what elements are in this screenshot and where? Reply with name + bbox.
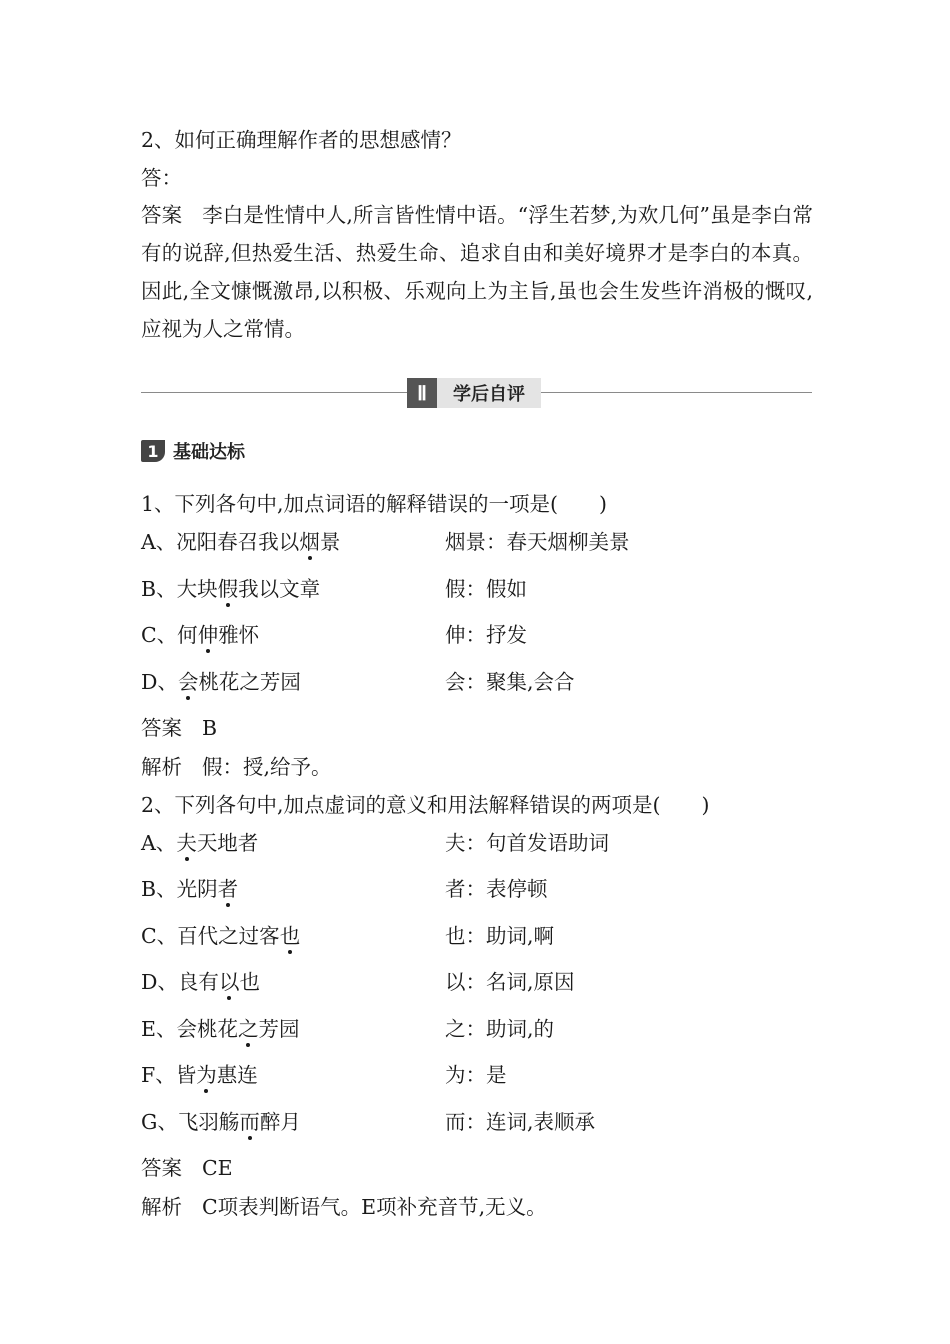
option-text: 我以文章	[238, 577, 321, 601]
option-text: C、百代之过客	[141, 924, 280, 948]
q2-option-f	[141, 1062, 258, 1088]
dotted-word: 夫	[176, 831, 197, 855]
dotted-word: 会	[177, 670, 199, 694]
dotted-word: 者	[217, 877, 239, 901]
q1-explain-c: 伸：抒发	[445, 623, 527, 647]
q2-option-c	[141, 923, 300, 949]
q1-option-d	[141, 669, 301, 695]
option-text: B、大块	[141, 577, 218, 601]
option-text: E、会桃花	[141, 1017, 238, 1041]
q1-option-c	[141, 622, 259, 648]
intro-question: 2、如何正确理解作者的思想感情？	[141, 128, 462, 152]
option-text: A、况阳春召我以	[141, 530, 300, 554]
dotted-word: 为	[196, 1063, 217, 1087]
dotted-word: 以	[218, 970, 240, 994]
q2-analysis	[141, 1194, 547, 1220]
section-header	[407, 378, 541, 408]
option-text: A、	[141, 831, 177, 855]
q1-stem: 1、下列各句中,加点词语的解释错误的一项是( )	[141, 492, 608, 516]
q1-option-b	[141, 576, 320, 602]
q1-answer	[141, 715, 217, 741]
analysis-tag: 解析	[141, 755, 182, 779]
intro-answer-label: 答：	[141, 166, 182, 190]
q2-explain-a: 夫：句首发语助词	[445, 831, 609, 855]
section-title: 学后自评	[437, 378, 541, 408]
q1-explain-d: 会：聚集,会合	[445, 670, 575, 694]
analysis-text: 假：授,给予。	[202, 755, 332, 779]
dotted-word: 而	[239, 1110, 260, 1134]
q2-option-g	[141, 1109, 301, 1135]
q2-option-a	[141, 830, 258, 856]
dotted-word: 也	[279, 924, 301, 948]
subsection-title: 基础达标	[173, 442, 245, 463]
answer-tag: 答案	[141, 1156, 182, 1180]
analysis-text: C项表判断语气。E项补充音节,无义。	[202, 1195, 547, 1219]
option-text: 惠连	[216, 1063, 258, 1087]
q2-explain-g: 而：连词,表顺承	[445, 1110, 596, 1134]
option-text: 天地者	[196, 831, 259, 855]
q2-answer	[141, 1155, 233, 1181]
q2-explain-f: 为：是	[445, 1063, 507, 1087]
answer-tag: 答案	[141, 203, 183, 227]
q1-explain-a: 烟景：春天烟柳美景	[445, 530, 630, 554]
answer-tag: 答案	[141, 716, 182, 740]
dotted-word: 之	[237, 1017, 259, 1041]
option-text: 雅怀	[218, 623, 260, 647]
q2-option-b	[141, 876, 238, 902]
option-text: G、飞羽觞	[141, 1110, 240, 1134]
q2-explain-c: 也：助词,啊	[445, 924, 555, 948]
q2-option-d	[141, 969, 260, 995]
subsection-header	[141, 438, 245, 464]
q2-option-e	[141, 1016, 299, 1042]
option-text: 桃花之芳园	[198, 670, 301, 694]
q2-explain-b: 者：表停顿	[445, 877, 548, 901]
analysis-tag: 解析	[141, 1195, 182, 1219]
q1-option-a	[141, 529, 340, 555]
option-text: D、	[141, 670, 178, 694]
option-text: 芳园	[258, 1017, 300, 1041]
dotted-word: 假	[217, 577, 239, 601]
q2-stem: 2、下列各句中,加点虚词的意义和用法解释错误的两项是( )	[141, 793, 710, 817]
answer-value: B	[202, 716, 218, 740]
section-number: Ⅱ	[407, 378, 437, 408]
q2-explain-d: 以：名词,原因	[445, 970, 575, 994]
intro-answer	[141, 196, 813, 348]
answer-value: CE	[202, 1156, 233, 1180]
q1-analysis	[141, 754, 332, 780]
option-text: 景	[319, 530, 341, 554]
dotted-word: 烟	[299, 530, 320, 554]
dotted-word: 伸	[197, 623, 219, 647]
q2-explain-e: 之：助词,的	[445, 1017, 555, 1041]
subsection-number-icon: 1	[141, 440, 165, 462]
option-text: D、良有	[141, 970, 219, 994]
answer-text: 李白是性情中人,所言皆性情中语。“浮生若梦,为欢几何”虽是李白常有的说辞,但热爱生活、热爱生命、追求自由和美好境界才是李白的本真。因此,全文慷慨激昂,以积极、乐观向上为主旨,虽也会生发些许消极的慨叹,应视为人之常情。	[141, 203, 813, 341]
option-text: 也	[239, 970, 260, 994]
option-text: C、何	[141, 623, 198, 647]
option-text: 醉月	[259, 1110, 301, 1134]
q1-explain-b: 假：假如	[445, 577, 527, 601]
option-text: B、光阴	[141, 877, 218, 901]
option-text: F、皆	[141, 1063, 197, 1087]
